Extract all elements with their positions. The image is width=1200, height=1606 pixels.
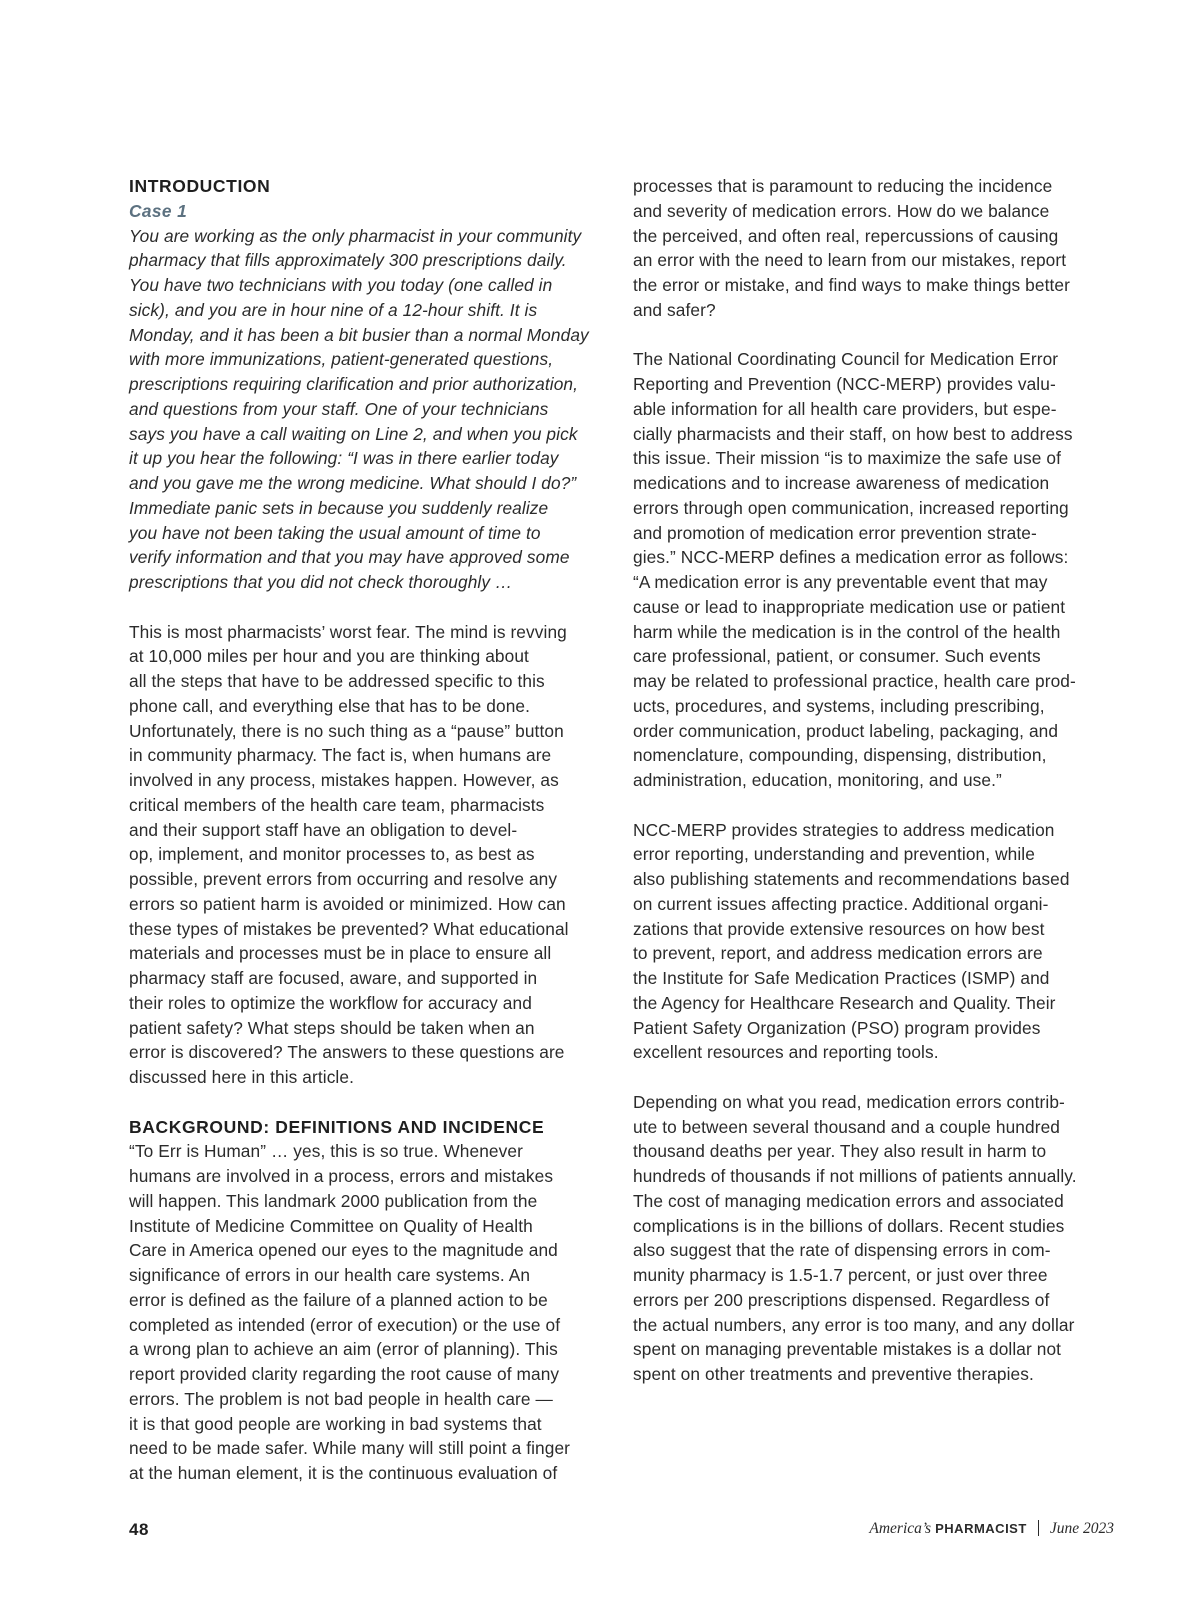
- text-line: it is that good people are working in bad systems that: [129, 1413, 542, 1434]
- statistics-paragraph: [633, 1090, 1111, 1387]
- case-scenario: [129, 224, 607, 595]
- text-line: discussed here in this article.: [129, 1067, 354, 1087]
- text-line: error is discovered? The answers to these questions are: [129, 1042, 565, 1063]
- text-line: Immediate panic sets in because you suddenly realize: [129, 497, 549, 518]
- text-line: zations that provide extensive resources on how best: [633, 918, 1045, 939]
- text-line: possible, prevent errors from occurring and resolve any: [129, 869, 558, 889]
- text-line: all the steps that have to be addressed specific to this: [129, 671, 545, 691]
- text-line: an error with the need to learn from our mistakes, report: [633, 250, 1067, 271]
- text-line: thousand deaths per year. They also result in harm to: [633, 1141, 1047, 1162]
- text-line: Patient Safety Organization (PSO) program provides: [633, 1017, 1041, 1038]
- text-line: You are working as the only pharmacist in your community: [129, 225, 582, 246]
- text-line: “To Err is Human” … yes, this is so true. Whenever: [129, 1141, 523, 1162]
- text-line: spent on managing preventable mistakes is a dollar not: [633, 1339, 1062, 1360]
- introduction-heading: INTRODUCTION: [129, 176, 271, 196]
- text-line: also publishing statements and recommendations based: [633, 869, 1070, 889]
- text-line: humans are involved in a process, errors and mistakes: [129, 1166, 554, 1186]
- text-line: ute to between several thousand and a couple hundred: [633, 1116, 1060, 1137]
- text-line: pharmacy that fills approximately 300 prescriptions daily.: [129, 250, 567, 271]
- text-line: gies.” NCC-MERP defines a medication error as follows:: [633, 547, 1069, 568]
- text-line: it up you hear the following: “I was in there earlier today: [129, 448, 559, 469]
- text-line: the perceived, and often real, repercussions of causing: [633, 225, 1059, 246]
- text-line: complications is in the billions of dollars. Recent studies: [633, 1215, 1065, 1236]
- text-line: cially pharmacists and their staff, on how best to address: [633, 423, 1073, 444]
- strategies-paragraph: [633, 818, 1111, 1066]
- text-line: care professional, patient, or consumer. Such events: [633, 646, 1041, 667]
- text-line: sick), and you are in hour nine of a 12-hour shift. It is: [129, 299, 538, 320]
- text-line: says you have a call waiting on Line 2, and when you pick: [129, 423, 578, 444]
- text-line: pharmacy staff are focused, aware, and supported in: [129, 968, 538, 988]
- text-line: materials and processes must be in place to ensure all: [129, 943, 552, 964]
- text-line: in community pharmacy. The fact is, when humans are: [129, 745, 552, 766]
- text-line: NCC-MERP provides strategies to address medication: [633, 819, 1055, 840]
- text-line: This is most pharmacists’ worst fear. The mind is revving: [129, 621, 567, 642]
- text-line: prescriptions that you did not check thoroughly …: [129, 572, 513, 592]
- text-line: harm while the medication is in the control of the health: [633, 621, 1061, 642]
- issue-date: June 2023: [1049, 1520, 1114, 1537]
- text-line: a wrong plan to achieve an aim (error of planning). This: [129, 1339, 558, 1360]
- text-line: error is defined as the failure of a planned action to be: [129, 1289, 548, 1310]
- text-line: involved in any process, mistakes happen. However, as: [129, 770, 559, 790]
- text-line: errors through open communication, increased reporting: [633, 497, 1069, 518]
- text-line: excellent resources and reporting tools.: [633, 1042, 939, 1063]
- magazine-name: PHARMACIST: [935, 1521, 1027, 1536]
- text-line: this issue. Their mission “is to maximize the safe use of: [633, 448, 1061, 469]
- text-line: to prevent, report, and address medication errors are: [633, 943, 1043, 964]
- text-line: the actual numbers, any error is too many, and any dollar: [633, 1314, 1075, 1335]
- text-line: and safer?: [633, 299, 716, 320]
- text-line: The National Coordinating Council for Medication Error: [633, 349, 1059, 370]
- text-line: nomenclature, compounding, dispensing, distribution,: [633, 745, 1047, 766]
- text-line: you have not been taking the usual amount of time to: [129, 522, 541, 543]
- text-line: spent on other treatments and preventive therapies.: [633, 1364, 1034, 1384]
- text-line: Depending on what you read, medication errors contrib-: [633, 1091, 1065, 1112]
- text-line: patient safety? What steps should be taken when an: [129, 1017, 535, 1038]
- text-line: need to be made safer. While many will still point a finger: [129, 1438, 571, 1459]
- text-line: critical members of the health care team, pharmacists: [129, 794, 545, 815]
- text-line: hundreds of thousands if not millions of patients annually.: [633, 1166, 1077, 1186]
- text-line: on current issues affecting practice. Additional organi-: [633, 893, 1049, 914]
- background-heading: BACKGROUND: DEFINITIONS AND INCIDENCE: [129, 1116, 545, 1137]
- text-line: errors. The problem is not bad people in health care —: [129, 1388, 553, 1409]
- text-line: will happen. This landmark 2000 publication from the: [129, 1190, 538, 1211]
- text-line: medications and to increase awareness of medication: [633, 473, 1050, 493]
- text-line: order communication, product labeling, packaging, and: [633, 720, 1059, 741]
- text-line: and you gave me the wrong medicine. What should I do?”: [129, 473, 577, 493]
- text-line: with more immunizations, patient-generated questions,: [129, 349, 554, 370]
- text-line: able information for all health care providers, but espe-: [633, 398, 1057, 419]
- text-line: at the human element, it is the continuous evaluation of: [129, 1463, 558, 1483]
- continued-paragraph: [633, 174, 1111, 323]
- text-line: munity pharmacy is 1.5-1.7 percent, or just over three: [633, 1265, 1048, 1285]
- text-line: completed as intended (error of execution) or the use of: [129, 1314, 561, 1335]
- text-line: processes that is paramount to reducing the incidence: [633, 176, 1053, 196]
- text-line: the Agency for Healthcare Research and Quality. Their: [633, 992, 1056, 1013]
- footer-divider: [1038, 1520, 1039, 1536]
- magazine-prefix: America’s: [869, 1520, 932, 1537]
- background-paragraph: [129, 1139, 607, 1486]
- text-line: the Institute for Safe Medication Practices (ISMP) and: [633, 968, 1050, 988]
- text-line: errors so patient harm is avoided or minimized. How can: [129, 893, 566, 914]
- text-line: and their support staff have an obligation to devel-: [129, 819, 518, 840]
- text-line: op, implement, and monitor processes to, as best as: [129, 844, 535, 865]
- ncc-merp-paragraph: [633, 347, 1111, 793]
- right-column: [633, 174, 1111, 1387]
- text-line: may be related to professional practice, health care prod-: [633, 671, 1076, 691]
- left-column: [129, 174, 607, 1486]
- text-line: these types of mistakes be prevented? What educational: [129, 918, 569, 939]
- text-line: Unfortunately, there is no such thing as a “pause” button: [129, 720, 564, 741]
- text-line: and severity of medication errors. How do we balance: [633, 200, 1050, 221]
- text-line: phone call, and everything else that has to be done.: [129, 695, 531, 716]
- text-line: ucts, procedures, and systems, including prescribing,: [633, 695, 1045, 716]
- case-label: Case 1: [129, 200, 188, 221]
- text-line: errors per 200 prescriptions dispensed. Regardless of: [633, 1289, 1050, 1310]
- text-line: Reporting and Prevention (NCC-MERP) provides valu-: [633, 374, 1056, 394]
- text-line: You have two technicians with you today (one called in: [129, 275, 553, 295]
- text-line: administration, education, monitoring, and use.”: [633, 770, 1002, 790]
- text-line: cause or lead to inappropriate medication use or patient: [633, 596, 1066, 617]
- text-line: and questions from your staff. One of your technicians: [129, 398, 549, 419]
- text-line: at 10,000 miles per hour and you are thinking about: [129, 646, 529, 667]
- text-line: prescriptions requiring clarification and prior authorization,: [129, 374, 579, 394]
- text-line: report provided clarity regarding the root cause of many: [129, 1364, 560, 1384]
- text-line: error reporting, understanding and prevention, while: [633, 844, 1035, 865]
- text-line: The cost of managing medication errors and associated: [633, 1190, 1064, 1211]
- text-line: “A medication error is any preventable event that may: [633, 572, 1048, 592]
- text-line: verify information and that you may have approved some: [129, 547, 570, 568]
- text-line: the error or mistake, and find ways to make things better: [633, 275, 1070, 295]
- text-line: significance of errors in our health care systems. An: [129, 1265, 531, 1285]
- intro-paragraph: [129, 620, 607, 1090]
- text-line: Monday, and it has been a bit busier than a normal Monday: [129, 324, 589, 345]
- page-number: 48: [129, 1520, 149, 1539]
- text-line: and promotion of medication error prevention strate-: [633, 522, 1037, 543]
- text-line: Care in America opened our eyes to the magnitude and: [129, 1240, 558, 1261]
- magazine-footer: [869, 1520, 1114, 1538]
- text-line: also suggest that the rate of dispensing errors in com-: [633, 1240, 1051, 1261]
- text-line: Institute of Medicine Committee on Quality of Health: [129, 1215, 533, 1236]
- text-line: their roles to optimize the workflow for accuracy and: [129, 992, 532, 1013]
